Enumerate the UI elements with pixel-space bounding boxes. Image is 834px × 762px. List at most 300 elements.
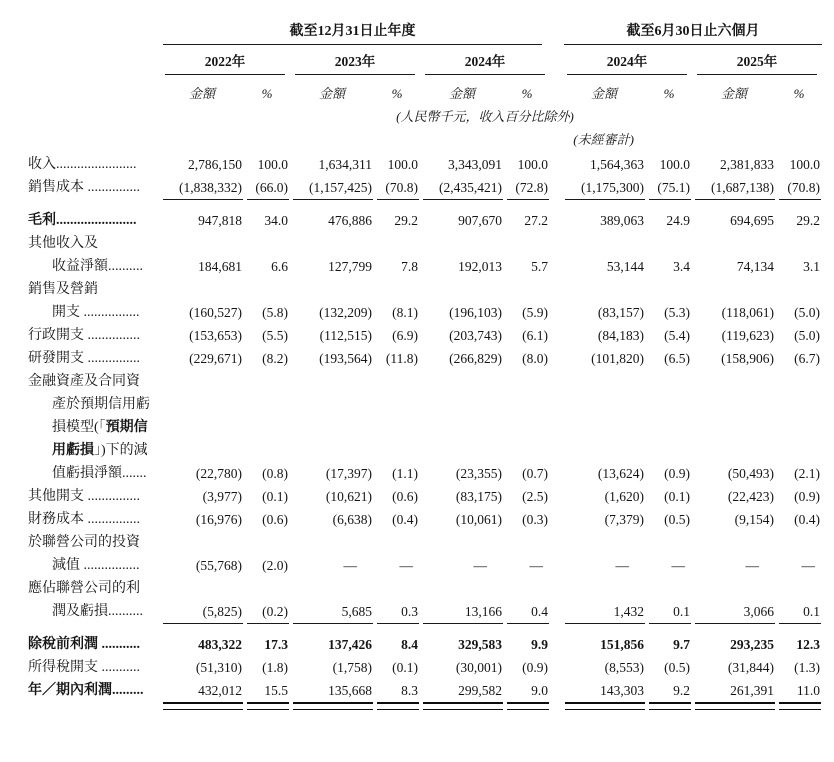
percent-column-header: % [521, 86, 533, 101]
row-label: 其他收入及 [28, 236, 98, 251]
unaudited-note: (未經審計) [573, 132, 634, 147]
amount-value: (17,397) [325, 466, 372, 481]
amount-value: 2,786,150 [188, 157, 242, 172]
rule-cell [504, 620, 550, 630]
percent-value: (0.6) [262, 512, 288, 527]
percent-value: (5.4) [664, 328, 691, 343]
amount-value: (50,493) [727, 466, 775, 481]
rule-cell [776, 196, 822, 206]
currency-note: (人民幣千元，收入百分比除外) [396, 109, 574, 124]
amount-value: 3,066 [743, 604, 775, 619]
percent-value: 9.0 [531, 683, 549, 698]
rule-cell [692, 196, 776, 206]
row-impairment-investment-associates-line1 [0, 528, 822, 551]
currency-note-row [0, 104, 822, 127]
amount-value: 389,063 [600, 213, 645, 228]
amount-value: (101,820) [591, 351, 645, 366]
amount-value: (30,001) [455, 660, 502, 675]
row-ecl-net-impairment-line4 [0, 436, 822, 459]
rule-cell [290, 196, 374, 206]
group-gap [550, 206, 562, 229]
amount-value: (23,355) [455, 466, 502, 481]
row-label: 值虧損淨額....... [52, 466, 147, 481]
amount-value: (22,423) [727, 489, 775, 504]
row-cost-of-sales [0, 173, 822, 196]
percent-value: (2.5) [522, 489, 549, 504]
percent-value: 0.1 [673, 604, 691, 619]
row-share-of-associates-line1 [0, 574, 822, 597]
percent-value: (75.1) [657, 180, 691, 195]
amount-value: 137,426 [328, 637, 372, 652]
row-profit-for-year-period [0, 676, 822, 699]
amount-value: — [615, 558, 630, 573]
percent-value: 100.0 [387, 157, 418, 172]
percent-value: (5.3) [664, 305, 691, 320]
group-gap [550, 24, 562, 45]
percent-value: 6.6 [271, 259, 288, 274]
amount-value: (229,671) [189, 351, 242, 366]
rule-cell [562, 620, 646, 630]
single-total-rule [649, 623, 691, 624]
group-gap [550, 196, 562, 206]
double-total-rule [565, 702, 645, 710]
amount-value: (118,061) [721, 305, 775, 320]
percent-column-header: % [261, 86, 273, 101]
row-finance-costs [0, 505, 822, 528]
rule-cell [290, 620, 374, 630]
percent-value: (0.3) [522, 512, 549, 527]
rule-cell [244, 620, 290, 630]
amount-column-header: 金額 [591, 86, 618, 101]
single-total-rule [163, 623, 243, 624]
amount-value: (9,154) [734, 512, 775, 527]
row-share-of-associates-line2 [0, 597, 822, 620]
percent-value: (0.9) [794, 489, 821, 504]
rule-cell [244, 196, 290, 206]
bold-label-segment: 用虧損 [52, 443, 94, 458]
percent-column-header: % [391, 86, 403, 101]
percent-value: 8.3 [401, 683, 418, 698]
financial-statement-page [0, 24, 834, 762]
rule-cell [776, 620, 822, 630]
percent-value: (0.5) [664, 512, 691, 527]
percent-value: (6.5) [664, 351, 691, 366]
group-gap [550, 150, 562, 173]
group-gap [550, 597, 562, 620]
rule-cell [646, 620, 692, 630]
amount-value: (1,157,425) [309, 180, 372, 195]
row-ecl-net-impairment-line3 [0, 413, 822, 436]
row-label: 應佔聯營公司的利 [28, 581, 140, 596]
double-total-rule [293, 702, 373, 710]
rule-cell [562, 699, 646, 716]
rule-cell [160, 620, 244, 630]
row-label: 毛利....................... [28, 213, 137, 228]
amount-value: (119,623) [721, 328, 775, 343]
amount-value: (6,638) [332, 512, 372, 527]
rule-cell [160, 196, 244, 206]
percent-value: 100.0 [517, 157, 549, 172]
label-column-spacer [0, 620, 160, 630]
amount-value: 1,564,363 [590, 157, 645, 172]
label-column-spacer [0, 196, 160, 206]
group-gap [550, 344, 562, 367]
label-column-spacer [0, 45, 160, 75]
group-gap [550, 630, 562, 653]
double-total-rule [649, 702, 691, 710]
amount-value: (1,687,138) [711, 180, 775, 195]
percent-value: (0.4) [794, 512, 821, 527]
percent-value: 5.7 [531, 259, 549, 274]
percent-value: (0.8) [262, 466, 288, 481]
percent-value: 29.2 [796, 213, 821, 228]
percent-value: 27.2 [524, 213, 549, 228]
row-label: 行政開支 ............... [28, 328, 140, 343]
row-ecl-net-impairment-line1 [0, 367, 822, 390]
rule-cell [504, 196, 550, 206]
percent-value: (5.5) [262, 328, 288, 343]
single-total-rule [779, 199, 821, 200]
percent-value: 24.9 [666, 213, 691, 228]
percent-value: — [671, 558, 686, 573]
group-gap [550, 75, 562, 104]
row-ecl-net-impairment-line5 [0, 459, 822, 482]
double-total-rule [695, 702, 775, 710]
group-gap [550, 173, 562, 196]
amount-value: (5,825) [202, 604, 242, 619]
label-column-spacer [0, 75, 160, 104]
single-total-rule [565, 623, 645, 624]
amount-value: (51,310) [195, 660, 242, 675]
percent-value: (0.9) [664, 466, 691, 481]
amount-value: 694,695 [730, 213, 775, 228]
row-label: 銷售成本 ............... [28, 180, 140, 195]
amount-value: (1,758) [332, 660, 372, 675]
amount-value: 907,670 [458, 213, 502, 228]
percent-value: (0.6) [392, 489, 418, 504]
amount-value: 947,818 [198, 213, 242, 228]
amount-value: 261,391 [730, 683, 775, 698]
percent-value: (72.8) [515, 180, 549, 195]
percent-value: (0.9) [522, 660, 549, 675]
percent-value: (8.2) [262, 351, 288, 366]
percent-value: 0.4 [531, 604, 549, 619]
amount-value: (83,157) [597, 305, 645, 320]
rule-cell [374, 196, 420, 206]
percent-value: (2.0) [262, 558, 288, 573]
single-rule-row [0, 620, 822, 630]
row-other-expenses [0, 482, 822, 505]
amount-value: (16,976) [195, 512, 242, 527]
rule-cell [374, 620, 420, 630]
percent-value: 100.0 [659, 157, 691, 172]
amount-value: (31,844) [727, 660, 775, 675]
row-label: 於聯營公司的投資 [28, 535, 140, 550]
amount-value: (266,829) [449, 351, 502, 366]
amount-value: (196,103) [449, 305, 502, 320]
row-label: 減值 ................ [52, 558, 140, 573]
double-total-rule [507, 702, 549, 710]
group-gap [550, 699, 562, 716]
row-label: 產於預期信用虧 [52, 397, 150, 412]
percent-value: 0.3 [401, 604, 418, 619]
percent-value: — [801, 558, 816, 573]
double-total-rule [423, 702, 503, 710]
label-segment: 損模型(「 [52, 420, 106, 435]
year-label: 2022年 [165, 45, 285, 75]
percent-value: (6.7) [794, 351, 821, 366]
row-label: 其他開支 ............... [28, 489, 140, 504]
row-label: 收入....................... [28, 157, 137, 172]
amount-value: (13,624) [597, 466, 645, 481]
rule-cell [420, 196, 504, 206]
percent-value: (8.0) [522, 351, 549, 366]
percent-value: (5.0) [794, 328, 821, 343]
percent-value: (0.1) [392, 660, 418, 675]
rule-cell [420, 620, 504, 630]
interim-period-header: 截至6月30日止六個月 [564, 24, 822, 45]
group-gap [550, 298, 562, 321]
percent-value: (0.7) [522, 466, 549, 481]
rule-cell [776, 699, 822, 716]
double-total-rule [377, 702, 419, 710]
row-label: 開支 ................ [52, 305, 140, 320]
single-total-rule [293, 623, 373, 624]
percent-value: 100.0 [789, 157, 821, 172]
amount-value: 2,381,833 [720, 157, 775, 172]
percent-column-header: % [793, 86, 805, 101]
amount-value: 299,582 [458, 683, 502, 698]
row-selling-marketing-expenses-line1 [0, 275, 822, 298]
amount-value: (1,175,300) [581, 180, 645, 195]
group-gap [550, 505, 562, 528]
row-revenue [0, 150, 822, 173]
percent-value: 8.4 [401, 637, 418, 652]
percent-value: 34.0 [264, 213, 288, 228]
amount-column-header: 金額 [448, 86, 475, 101]
label-segment: 」)下的減 [94, 443, 148, 458]
group-gap [550, 482, 562, 505]
percent-value: 9.2 [673, 683, 691, 698]
income-statement-table [0, 24, 822, 716]
single-total-rule [779, 623, 821, 624]
rule-cell [244, 699, 290, 716]
amount-value: 192,013 [458, 259, 502, 274]
group-gap [550, 459, 562, 482]
percent-value: (5.8) [262, 305, 288, 320]
row-label: 年／期內利潤......... [28, 683, 144, 698]
amount-value: 483,322 [198, 637, 242, 652]
row-income-tax-expense [0, 653, 822, 676]
amount-value: — [473, 558, 487, 573]
year-header-1 [160, 45, 290, 75]
single-total-rule [377, 199, 419, 200]
single-total-rule [695, 199, 775, 200]
annual-period-header-cell [160, 24, 550, 45]
year-header-2 [290, 45, 420, 75]
table-header [0, 24, 822, 150]
percent-value: 9.9 [531, 637, 549, 652]
amount-value: 13,166 [464, 604, 502, 619]
row-label [0, 413, 822, 436]
amount-value: 1,432 [613, 604, 645, 619]
row-label: 所得稅開支 ........... [28, 660, 140, 675]
double-total-rule [779, 702, 821, 710]
group-gap [550, 551, 562, 574]
percent-value: (0.4) [392, 512, 418, 527]
row-other-income-net-gains-line2 [0, 252, 822, 275]
double-total-rule [247, 702, 289, 710]
percent-value: 29.2 [394, 213, 418, 228]
percent-value: 17.3 [264, 637, 288, 652]
label-column-spacer [0, 699, 160, 716]
amount-value: (7,379) [604, 512, 645, 527]
amount-value: 3,343,091 [448, 157, 502, 172]
percent-value: (0.1) [664, 489, 691, 504]
row-label: 金融資產及合同資 [28, 374, 140, 389]
amount-value: 5,685 [341, 604, 372, 619]
percent-value: 3.1 [803, 259, 821, 274]
percent-value: — [529, 558, 544, 573]
amount-value: (153,653) [189, 328, 242, 343]
percent-value: (5.0) [794, 305, 821, 320]
row-label: 除稅前利潤 ........... [28, 637, 140, 652]
amount-value: (112,515) [319, 328, 372, 343]
amount-value: (55,768) [195, 558, 242, 573]
single-total-rule [293, 199, 373, 200]
rule-cell [160, 699, 244, 716]
row-selling-marketing-expenses-line2 [0, 298, 822, 321]
percent-value: (2.1) [794, 466, 821, 481]
row-impairment-investment-associates-line2 [0, 551, 822, 574]
single-total-rule [163, 199, 243, 200]
row-label: 銷售及營銷 [28, 282, 98, 297]
amount-value: 184,681 [198, 259, 242, 274]
percent-value: 0.1 [803, 604, 821, 619]
amount-column-header: 金額 [318, 86, 345, 101]
amount-value: 151,856 [600, 637, 645, 652]
amount-value: 432,012 [198, 683, 242, 698]
rule-cell [692, 620, 776, 630]
year-header-3 [420, 45, 550, 75]
amount-value: 293,235 [730, 637, 775, 652]
rule-cell [420, 699, 504, 716]
amount-value: (1,620) [604, 489, 645, 504]
year-label: 2025年 [697, 45, 817, 75]
amount-value: (193,564) [319, 351, 372, 366]
row-gross-profit [0, 206, 822, 229]
rule-cell [646, 196, 692, 206]
single-total-rule [247, 623, 289, 624]
group-gap [550, 620, 562, 630]
rule-cell [374, 699, 420, 716]
amount-value: (8,553) [604, 660, 645, 675]
amount-value: (84,183) [597, 328, 645, 343]
period-group-row [0, 24, 822, 45]
amount-value: 1,634,311 [318, 157, 372, 172]
group-gap [550, 252, 562, 275]
bold-label-segment: 預期信 [105, 420, 148, 435]
percent-value: (11.8) [385, 351, 418, 366]
group-gap [550, 321, 562, 344]
percent-value: (1.8) [262, 660, 288, 675]
group-gap [550, 45, 562, 75]
double-total-rule [163, 702, 243, 710]
amount-value: 53,144 [606, 259, 645, 274]
single-total-rule [507, 623, 549, 624]
unaudited-note-row [0, 127, 822, 150]
row-other-income-net-gains-line1 [0, 229, 822, 252]
single-total-rule [423, 199, 503, 200]
amount-value: 329,583 [458, 637, 502, 652]
percent-value: 15.5 [264, 683, 288, 698]
amount-percent-header-row [0, 75, 822, 104]
percent-value: (0.1) [262, 489, 288, 504]
percent-value: (70.8) [787, 180, 821, 195]
rule-cell [504, 699, 550, 716]
percent-value: 3.4 [673, 259, 691, 274]
year-header-5 [692, 45, 822, 75]
percent-value: (8.1) [392, 305, 418, 320]
interim-period-header-cell [562, 24, 822, 45]
row-admin-expenses [0, 321, 822, 344]
row-label: 潤及虧損.......... [52, 604, 143, 619]
row-ecl-net-impairment-line2 [0, 390, 822, 413]
year-header-row [0, 45, 822, 75]
amount-value: (83,175) [455, 489, 502, 504]
amount-value: 74,134 [736, 259, 775, 274]
year-label: 2024年 [567, 45, 687, 75]
amount-value: — [745, 558, 760, 573]
row-profit-before-tax [0, 630, 822, 653]
amount-value: (3,977) [202, 489, 242, 504]
rule-cell [290, 699, 374, 716]
percent-column-header: % [663, 86, 675, 101]
rule-cell [692, 699, 776, 716]
amount-value: (160,527) [189, 305, 242, 320]
percent-value: 11.0 [796, 683, 821, 698]
percent-value: 12.3 [796, 637, 821, 652]
percent-value: (5.9) [522, 305, 549, 320]
percent-value: (6.9) [392, 328, 418, 343]
percent-value: (70.8) [385, 180, 418, 195]
year-header-4 [562, 45, 692, 75]
amount-value: 476,886 [328, 213, 372, 228]
year-label: 2023年 [295, 45, 415, 75]
percent-value: — [399, 558, 413, 573]
percent-value: (0.5) [664, 660, 691, 675]
percent-value: (1.3) [794, 660, 821, 675]
amount-value: (10,061) [455, 512, 502, 527]
amount-value: 135,668 [328, 683, 372, 698]
amount-value: (132,209) [319, 305, 372, 320]
single-total-rule [507, 199, 549, 200]
percent-value: 100.0 [257, 157, 288, 172]
percent-value: (0.2) [262, 604, 288, 619]
row-label: 財務成本 ............... [28, 512, 140, 527]
row-label: 研發開支 ............... [28, 351, 140, 366]
annual-period-header: 截至12月31日止年度 [163, 24, 542, 45]
amount-column-header: 金額 [721, 86, 748, 101]
label-column-spacer [0, 24, 160, 45]
single-total-rule [423, 623, 503, 624]
double-rule-row [0, 699, 822, 716]
amount-value: (2,435,421) [439, 180, 502, 195]
percent-value: 7.8 [401, 259, 418, 274]
amount-value: — [343, 558, 357, 573]
percent-value: 9.7 [673, 637, 691, 652]
single-rule-row [0, 196, 822, 206]
